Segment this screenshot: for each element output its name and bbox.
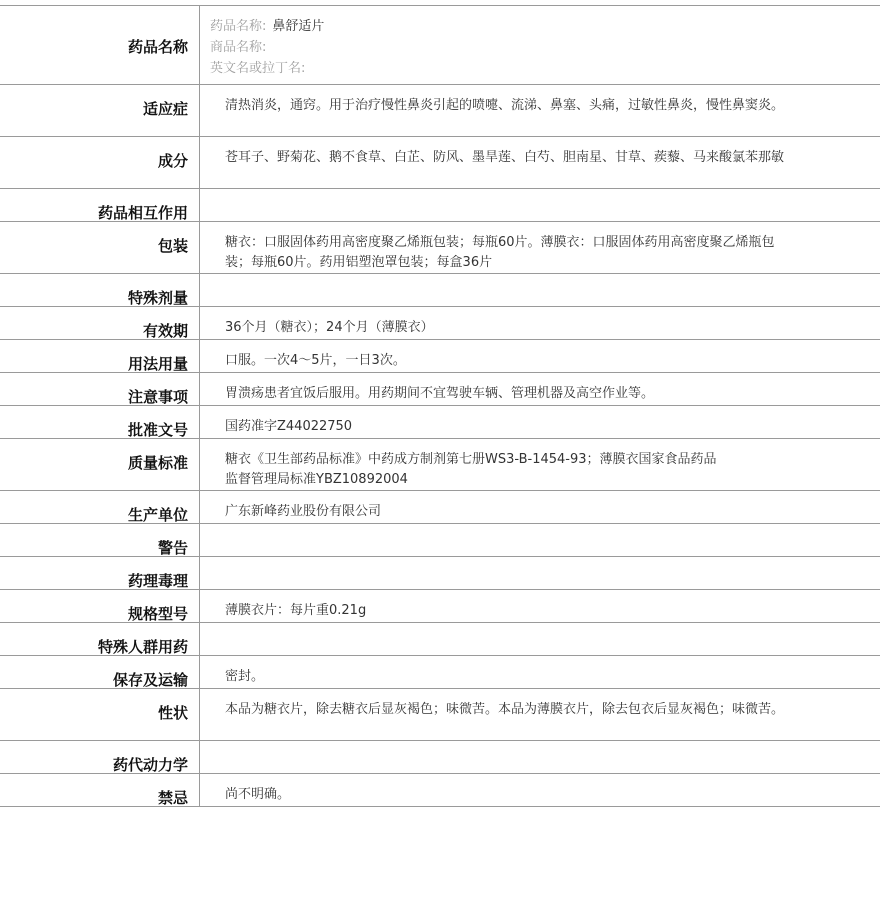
row-approval-number <box>0 405 880 438</box>
row-value <box>200 557 880 589</box>
row-manufacturer <box>0 490 880 523</box>
row-label: 特殊人群用药 <box>0 623 200 655</box>
row-value <box>200 741 880 773</box>
row-value: 广东新峰药业股份有限公司 <box>225 504 382 519</box>
row-special-dosage <box>0 273 880 306</box>
row-label: 禁忌 <box>0 774 200 806</box>
row-value: 薄膜衣片：每片重0.21g <box>225 603 367 618</box>
row-label: 保存及运输 <box>0 656 200 688</box>
row-storage <box>0 655 880 688</box>
row-value: 苍耳子、野菊花、鹅不食草、白芷、防风、墨旱莲、白芍、胆南星、甘草、蒺藜、马来酸氯苯那敏 <box>225 150 785 165</box>
row-label: 性状 <box>0 689 200 740</box>
row-value <box>200 623 880 655</box>
drug-info-table <box>0 5 880 807</box>
row-value <box>200 189 880 221</box>
row-pharmacology <box>0 556 880 589</box>
row-specification <box>0 589 880 622</box>
row-label: 成分 <box>0 137 200 188</box>
row-value <box>200 6 880 84</box>
row-value <box>200 274 880 306</box>
row-label: 药理毒理 <box>0 557 200 589</box>
row-pharmacokinetics <box>0 740 880 773</box>
row-label: 质量标准 <box>0 439 200 490</box>
row-value <box>200 524 880 556</box>
row-packaging <box>0 221 880 273</box>
row-label: 用法用量 <box>0 340 200 372</box>
row-value: 国药准字Z44022750 <box>225 419 353 434</box>
english-name-line <box>210 58 880 79</box>
row-label: 药代动力学 <box>0 741 200 773</box>
drug-name-line <box>210 16 880 37</box>
row-interactions <box>0 188 880 221</box>
row-label: 药品相互作用 <box>0 189 200 221</box>
row-precautions <box>0 372 880 405</box>
row-value: 糖衣《卫生部药品标准》中药成方制剂第七册WS3-B-1454-93；薄膜衣国家食品药品监督管理局标准YBZ10892004 <box>225 452 717 487</box>
row-dosage <box>0 339 880 372</box>
row-label: 药品名称 <box>0 6 200 84</box>
row-value: 尚不明确。 <box>225 787 291 802</box>
row-indications <box>0 84 880 136</box>
row-warning <box>0 523 880 556</box>
trade-name-line <box>210 37 880 58</box>
row-label: 注意事项 <box>0 373 200 405</box>
row-contraindications <box>0 773 880 807</box>
row-ingredients <box>0 136 880 188</box>
row-shelf-life <box>0 306 880 339</box>
row-label: 适应症 <box>0 85 200 136</box>
trade-name-label: 商品名称: <box>210 40 267 55</box>
row-label: 特殊剂量 <box>0 274 200 306</box>
row-label: 生产单位 <box>0 491 200 523</box>
row-label: 警告 <box>0 524 200 556</box>
row-value: 糖衣：口服固体药用高密度聚乙烯瓶包装；每瓶60片。薄膜衣：口服固体药用高密度聚乙烯瓶包装；每瓶60片。药用铝塑泡罩包装；每盒36片 <box>225 235 775 270</box>
row-value: 口服。一次4～5片，一日3次。 <box>225 353 406 368</box>
row-description <box>0 688 880 740</box>
row-value: 胃溃疡患者宜饭后服用。用药期间不宜驾驶车辆、管理机器及高空作业等。 <box>225 386 655 401</box>
row-value: 36个月（糖衣）；24个月（薄膜衣） <box>225 320 434 335</box>
english-name-label: 英文名或拉丁名: <box>210 61 306 76</box>
row-label: 批准文号 <box>0 406 200 438</box>
drug-name-label: 药品名称: <box>210 19 267 34</box>
row-value: 密封。 <box>225 669 265 684</box>
row-label: 有效期 <box>0 307 200 339</box>
row-value: 本品为糖衣片，除去糖衣后显灰褐色；味微苦。本品为薄膜衣片，除去包衣后显灰褐色；味微苦。 <box>225 702 785 717</box>
row-drug-names <box>0 5 880 84</box>
row-value: 清热消炎，通窍。用于治疗慢性鼻炎引起的喷嚏、流涕、鼻塞、头痛，过敏性鼻炎，慢性鼻窦炎。 <box>225 98 785 113</box>
row-special-populations <box>0 622 880 655</box>
drug-name-value: 鼻舒适片 <box>272 19 325 34</box>
row-label: 规格型号 <box>0 590 200 622</box>
row-quality-standard <box>0 438 880 490</box>
row-label: 包装 <box>0 222 200 273</box>
